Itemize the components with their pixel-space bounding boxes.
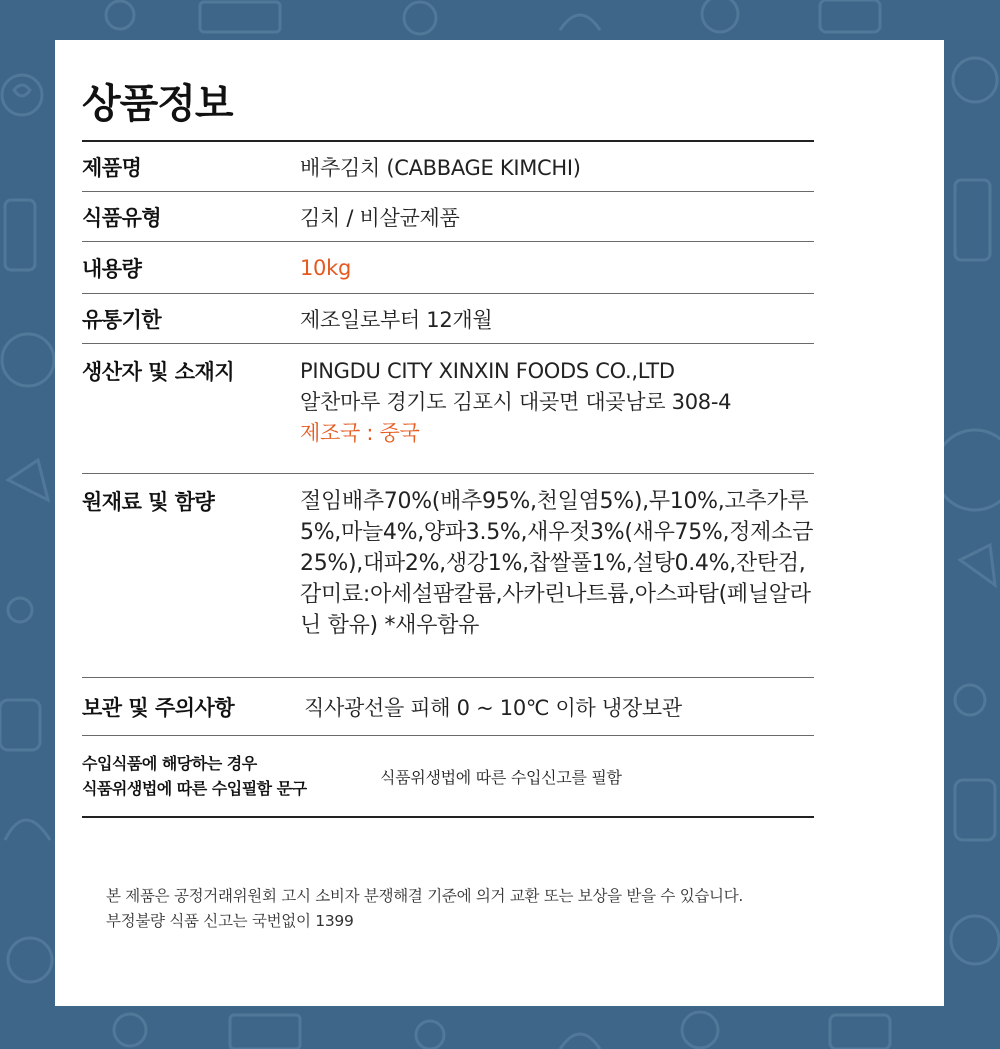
notice-line2: 부정불량 식품 신고는 국번없이 1399 (106, 912, 354, 930)
table-row-import (82, 736, 814, 816)
row-value: 배추김치 (CABBAGE KIMCHI) (300, 155, 581, 180)
table-row-ingredients (82, 474, 814, 677)
notice-line1: 본 제품은 공정거래위원회 고시 소비자 분쟁해결 기준에 의거 교환 또는 보상을 받을 수 있습니다. (106, 887, 744, 905)
country-of-origin: 제조국 : 중국 (300, 421, 420, 445)
row-value: 김치 / 비살균제품 (300, 205, 460, 230)
consumer-notice (106, 884, 743, 934)
row-label: 원재료 및 함량 (82, 490, 215, 514)
table-row-product-name (82, 142, 814, 191)
table-row-food-type (82, 192, 814, 241)
table-bottom-border (82, 816, 814, 818)
table-row-expiry (82, 294, 814, 343)
row-label: 유통기한 (82, 307, 162, 332)
row-label: 내용량 (82, 256, 142, 281)
import-label-line1: 수입식품에 해당하는 경우 (82, 754, 257, 773)
row-label: 생산자 및 소재지 (82, 360, 235, 384)
import-label-line2: 식품위생법에 따른 수입필함 문구 (82, 779, 307, 798)
row-label: 제품명 (82, 155, 142, 180)
row-label: 식품유형 (82, 205, 162, 230)
row-label: 보관 및 주의사항 (82, 695, 235, 720)
row-label (82, 751, 380, 801)
product-info-table (82, 140, 814, 818)
table-row-producer (82, 344, 814, 473)
row-value: 직사광선을 피해 0 ~ 10℃ 이하 냉장보관 (304, 695, 682, 720)
row-value: 10kg (300, 255, 352, 280)
section-title: 상품정보 (82, 81, 233, 127)
row-value (300, 356, 731, 449)
row-value: 절임배추70%(배추95%,천일염5%),무10%,고추가루5%,마늘4%,양파3.5%,새우젓3%(새우75%,정제소금25%),대파2%,생강1%,찹쌀풀1%,설탕0.4%,잔탄검,감미료:아세설팜칼륨,사카린나트륨,아스파탐(페닐알라닌 함유) *새우함유 (300, 489, 814, 638)
row-value: 제조일로부터 12개월 (300, 307, 493, 332)
producer-company: PINGDU CITY XINXIN FOODS CO.,LTD (300, 359, 675, 383)
table-row-content (82, 242, 814, 293)
table-row-storage (82, 678, 814, 735)
producer-address: 알찬마루 경기도 김포시 대곶면 대곶남로 308-4 (300, 390, 732, 414)
row-value: 식품위생법에 따른 수입신고를 필함 (380, 767, 622, 787)
